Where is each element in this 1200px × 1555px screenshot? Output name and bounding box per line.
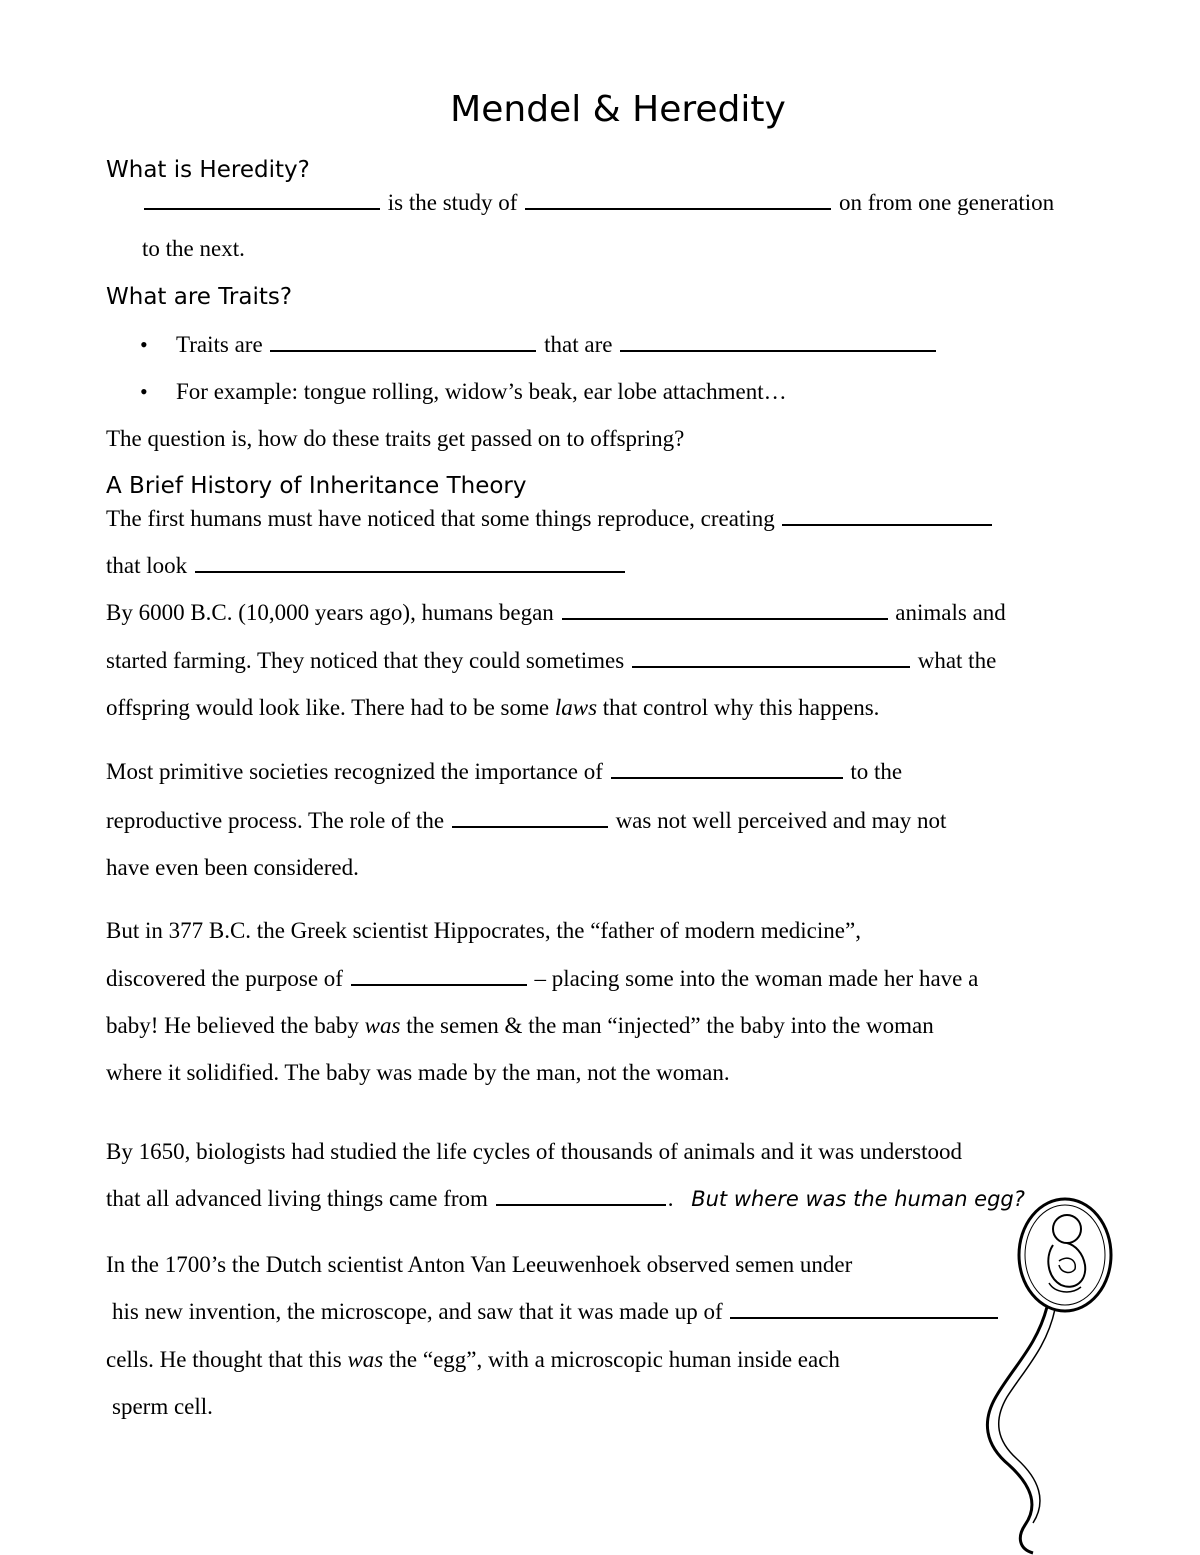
blank-look-like[interactable] <box>195 553 625 573</box>
text-fragment: started farming. They noticed that they could sometimes <box>106 648 625 673</box>
blank-humans-began[interactable] <box>562 600 888 620</box>
heading-what-is-heredity: What is Heredity? <box>106 157 310 183</box>
history-p2-line1 <box>106 598 1006 628</box>
text-fragment: offspring would look like. There had to be some <box>106 695 550 720</box>
bullet-icon: • <box>140 379 148 404</box>
blank-could-sometimes[interactable] <box>632 648 910 668</box>
blank-purpose-of[interactable] <box>351 966 527 986</box>
sperm-with-homunculus-icon <box>975 1195 1135 1555</box>
traits-question: The question is, how do these traits get passed on to offspring? <box>106 426 685 451</box>
text-fragment: discovered the purpose of <box>106 966 343 991</box>
text-fragment: what the <box>917 648 997 673</box>
text-fragment: animals and <box>895 600 1006 625</box>
history-p3-line2 <box>106 806 946 836</box>
history-p3-line1 <box>106 757 902 787</box>
history-p5-line2 <box>106 1184 1025 1214</box>
history-p1-line2 <box>106 551 627 581</box>
text-fragment: cells. He thought that this <box>106 1347 342 1372</box>
history-p4-line3 <box>106 1011 934 1041</box>
blank-heredity-term[interactable] <box>144 190 380 210</box>
text-fragment: is the study of <box>387 190 518 215</box>
text-fragment: was not well perceived and may not <box>615 808 947 833</box>
history-p6-line3 <box>106 1345 840 1375</box>
text-fragment: The first humans must have noticed that some things reproduce, creating <box>106 506 775 531</box>
text-fragment: By 6000 B.C. (10,000 years ago), humans began <box>106 600 554 625</box>
history-p3-line3: have even been considered. <box>106 855 359 880</box>
history-p1-line1 <box>106 504 994 534</box>
blank-importance-of[interactable] <box>611 759 843 779</box>
text-fragment: reproductive process. The role of the <box>106 808 445 833</box>
text-fragment: on from one generation <box>838 190 1055 215</box>
text-fragment: Most primitive societies recognized the importance of <box>106 759 603 784</box>
history-p4-line1: But in 377 B.C. the Greek scientist Hippocrates, the “father of modern medicine”, <box>106 918 861 943</box>
traits-definition-line <box>176 330 938 360</box>
text-fragment: Traits are <box>176 332 263 357</box>
text-fragment: the “egg”, with a microscopic human inside each <box>389 1347 840 1372</box>
traits-example-line: For example: tongue rolling, widow’s beak, ear lobe attachment… <box>176 379 787 404</box>
heredity-definition-line-2: to the next. <box>142 236 245 261</box>
history-p6-line1: In the 1700’s the Dutch scientist Anton Van Leeuwenhoek observed semen under <box>106 1252 853 1277</box>
text-fragment: the semen & the man “injected” the baby into the woman <box>406 1013 934 1038</box>
page-title: Mendel & Heredity <box>450 89 786 130</box>
blank-traits-that-are[interactable] <box>620 332 936 352</box>
blank-passing-traits[interactable] <box>525 190 831 210</box>
history-p4-line2 <box>106 964 978 994</box>
text-fragment: his new invention, the microscope, and saw that it was made up of <box>112 1299 723 1324</box>
history-p2-line3 <box>106 693 879 723</box>
emphasis-text: was <box>364 1013 401 1038</box>
bullet-icon: • <box>140 332 148 357</box>
history-p4-line4: where it solidified. The baby was made by the man, not the woman. <box>106 1060 730 1085</box>
blank-came-from[interactable] <box>496 1186 666 1206</box>
emphasis-text: laws <box>554 695 598 720</box>
text-fragment: that control why this happens. <box>602 695 880 720</box>
blank-role-of-the[interactable] <box>452 808 608 828</box>
text-fragment: to the <box>850 759 903 784</box>
text-fragment: – placing some into the woman made her have a <box>534 966 979 991</box>
text-fragment: that are <box>544 332 613 357</box>
heading-history: A Brief History of Inheritance Theory <box>106 473 527 499</box>
human-egg-question: But where was the human egg? <box>691 1187 1025 1211</box>
text-fragment: that all advanced living things came from <box>106 1186 488 1211</box>
history-p6-line4: sperm cell. <box>112 1394 213 1419</box>
text-fragment: baby! He believed the baby <box>106 1013 359 1038</box>
history-p2-line2 <box>106 646 996 676</box>
blank-traits-are[interactable] <box>270 332 536 352</box>
text-fragment: that look <box>106 553 188 578</box>
period: . <box>667 1186 674 1211</box>
heading-what-are-traits: What are Traits? <box>106 284 293 310</box>
heredity-definition-line <box>142 188 1054 218</box>
emphasis-text: was <box>347 1347 384 1372</box>
history-p6-line2 <box>112 1297 1000 1327</box>
blank-offspring[interactable] <box>782 506 992 526</box>
blank-made-up-of[interactable] <box>730 1299 998 1319</box>
history-p5-line1: By 1650, biologists had studied the life cycles of thousands of animals and it was understood <box>106 1139 962 1164</box>
